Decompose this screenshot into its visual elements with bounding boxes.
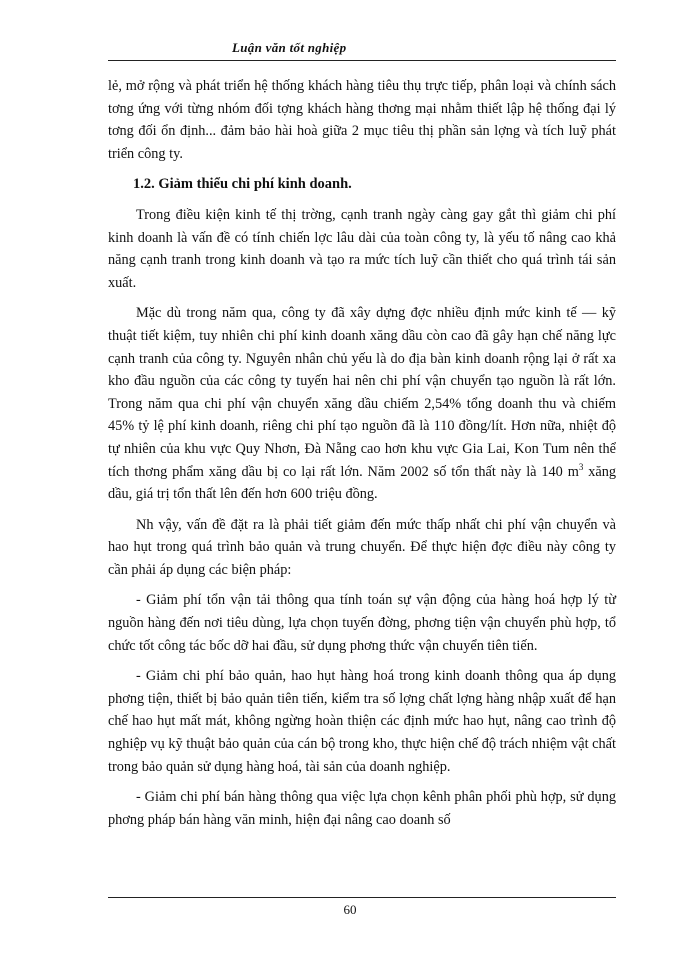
paragraph-costs — [108, 302, 616, 505]
paragraph-continuation: lẻ, mở rộng và phát triển hệ thống khách hàng tiêu thụ trực tiếp, phân loại và chính sách tơng ứng với từng nhóm đối tợng khách hàng thơng mại nhằm thiết lập hệ thống đại lý tơng đối ổn định... đảm bảo hài hoà giữa 2 mục tiêu thị phần sản lợng và tích luỹ phát triển công ty. — [108, 78, 616, 162]
page-number: 60 — [343, 902, 357, 917]
footer-divider — [108, 897, 616, 898]
bullet-transport: - Giảm phí tổn vận tải thông qua tính toán sự vận động của hàng hoá hợp lý từ nguồn hàng đến nơi tiêu dùng, lựa chọn tuyến đờng, phơng tiện vận chuyển phù hợp, tổ chức tốt công tác bốc dỡ hai đầu, sử dụng phơng thức vận chuyển tiên tiến. — [108, 592, 616, 654]
bullet-sales: - Giảm chi phí bán hàng thông qua việc lựa chọn kênh phân phối phù hợp, sử dụng phơng pháp bán hàng văn minh, hiện đại nâng cao doanh số — [108, 789, 616, 828]
body-text — [108, 75, 616, 839]
paragraph-intro: Trong điều kiện kinh tế thị trờng, cạnh tranh ngày càng gay gắt thì giảm chi phí kinh doanh là vấn đề có tính chiến lợc lâu dài của toàn công ty, là yếu tố nâng cao khả năng cạnh tranh trong kinh doanh và tạo ra mức tích luỹ cần thiết cho quá trình tái sản xuất. — [108, 206, 616, 291]
superscript-unit: 3 — [578, 461, 584, 472]
running-header: Luận văn tốt nghiệp — [232, 40, 347, 55]
paragraph-costs-tail: xăng dầu, giá trị tổn thất lên đến hơn 600 triệu đồng. — [108, 463, 616, 503]
bullet-storage: - Giảm chi phí bảo quản, hao hụt hàng hoá trong kinh doanh thông qua áp dụng phơng tiện, thiết bị bảo quản tiên tiến, kiểm tra số lợng chất lợng hàng nhập xuất để hạn chế hao hụt mất mát, không ngừng hoàn thiện các định mức hao hụt, nâng cao trình độ nghiệp vụ kỹ thuật bảo quản của cán bộ trong kho, thực hiện chế độ trách nhiệm vật chất trong bảo quản sử dụng hàng hoá, tài sản của doanh nghiệp. — [108, 668, 616, 775]
paragraph-costs-main: Mặc dù trong năm qua, công ty đã xây dựng đợc nhiều định mức kinh tế — kỹ thuật tiết kiệm, tuy nhiên chi phí kinh doanh xăng dầu còn cao đã gây hạn chế năng lực cạnh tranh của công ty. Nguyên nhân chủ yếu là do địa bàn kinh doanh rộng lại ở rất xa kho đầu nguồn của các công ty tuyến hai nên chi phí vận chuyển tạo nguồn là rất lớn. Trong năm qua chi phí vận chuyển xăng dầu chiếm 2,54% tổng doanh thu và chiếm 45% tỷ lệ phí kinh doanh, riêng chi phí tạo nguồn đã là 110 đồng/lít. Hơn nữa, nhiệt độ tự nhiên của khu vực Quy Nhơn, Đà Nẵng cao hơn khu vực Gia Lai, Kon Tum nên thể tích thơng phẩm xăng dầu bị co lại rất lớn. Năm 2002 số tổn thất này là 140 m — [108, 305, 616, 480]
paragraph-measures-intro: Nh vậy, vấn đề đặt ra là phải tiết giảm đến mức thấp nhất chi phí vận chuyển và hao hụt trong quá trình bảo quản và trung chuyển. Để thực hiện đợc điều này công ty cần phải áp dụng các biện pháp: — [108, 516, 616, 578]
header-divider — [108, 60, 616, 61]
section-heading: 1.2. Giảm thiểu chi phí kinh doanh. — [133, 176, 352, 193]
